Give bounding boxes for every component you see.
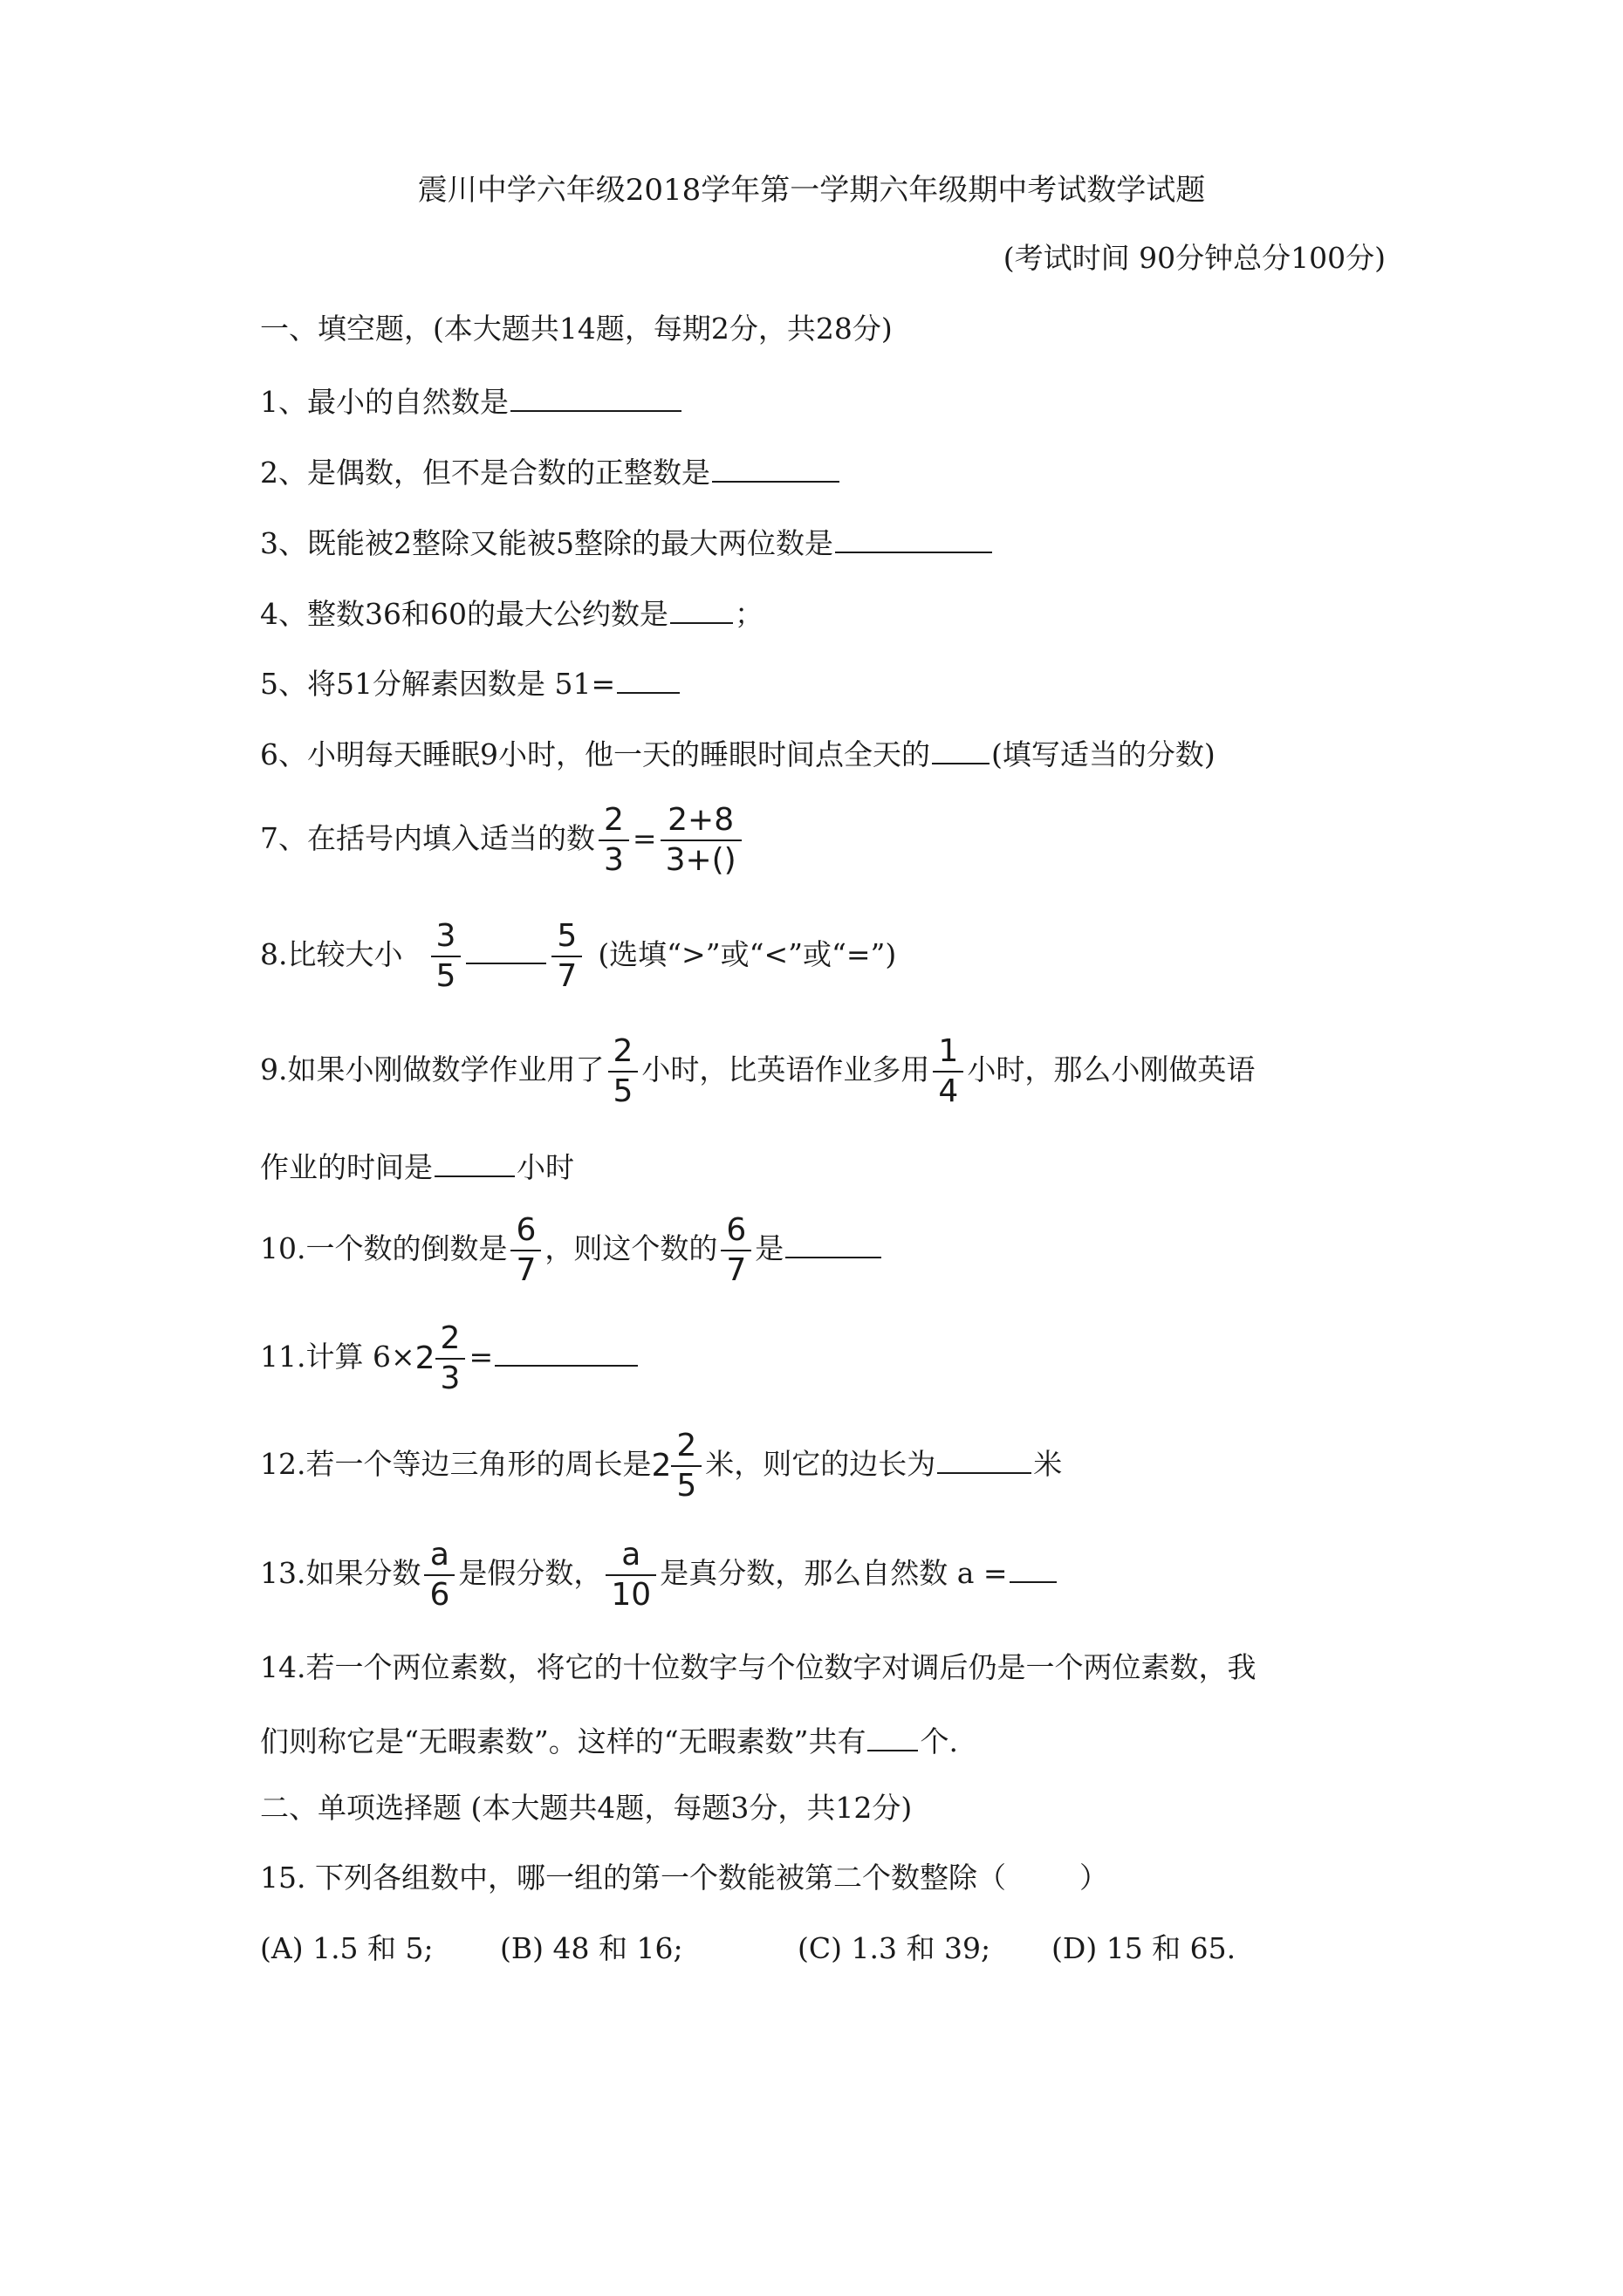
question-14-continued [260,1720,1394,1759]
fraction [510,1211,541,1290]
question-13-text-a: 13.如果分数 [260,1556,421,1590]
numerator: 6 [516,1212,537,1248]
answer-blank [932,733,990,764]
fraction [721,1211,751,1290]
question-6-tail: (填写适当的分数) [991,737,1216,771]
question-11-text-b: = [469,1340,494,1374]
fraction [608,1032,639,1111]
question-12-text-a: 12.若一个等边三角形的周长是 [260,1447,652,1481]
numerator: 5 [557,918,578,954]
numerator: a [621,1537,641,1573]
answer-blank [867,1720,918,1751]
question-15-tail: ） [1079,1861,1108,1895]
question-15-text: 15. 下列各组数中，哪一组的第一个数能被第二个数整除（ [260,1861,1006,1895]
question-1-text: 1、最小的自然数是 [260,385,509,419]
question-8-tail: (选填“>”或“<”或“=”) [598,937,897,971]
fraction [424,1536,455,1614]
question-10-text-b: ，则这个数的 [544,1231,718,1265]
question-5 [260,662,1394,702]
question-10-text-a: 10.一个数的倒数是 [260,1231,508,1265]
numerator: 1 [938,1033,959,1069]
denominator: 7 [726,1252,747,1288]
question-10-text-c: 是 [755,1231,784,1265]
question-14-line1: 14.若一个两位素数，将它的十位数字与个位数字对调后仍是一个两位素数，我 [260,1650,1257,1684]
numerator: 3 [435,918,456,954]
whole-number: 2 [414,1340,435,1376]
option-d: (D) 15 和 65. [1051,1931,1236,1965]
denominator: 3+() [665,842,736,878]
question-10 [260,1208,1394,1290]
question-1 [260,380,1394,420]
question-4-tail: ； [734,597,764,631]
answer-blank [785,1227,881,1258]
denominator: 7 [516,1252,537,1288]
denominator: 6 [429,1577,450,1613]
question-3 [260,522,1394,561]
denominator: 3 [604,842,624,878]
question-14-line2: 们则称它是“无暇素数”。这样的“无暇素数”共有 [260,1724,866,1758]
whole-number: 2 [651,1448,672,1484]
answer-blank [466,933,546,964]
question-11 [260,1316,1394,1400]
denominator: 5 [676,1468,697,1504]
question-9-text-a: 9.如果小刚做数学作业用了 [260,1052,605,1086]
question-9-continued [260,1146,1394,1185]
question-9-text-b: 小时，比英语作业多用 [641,1052,930,1086]
fraction [606,1536,656,1614]
denominator: 5 [435,958,456,994]
question-9 [260,1029,1394,1111]
numerator: a [429,1537,449,1573]
question-6 [260,733,1394,772]
question-9-text-c: 小时，那么小刚做英语 [967,1052,1256,1086]
question-14 [260,1650,1394,1685]
fraction [933,1032,963,1111]
fraction [551,917,582,996]
denominator: 4 [938,1073,959,1109]
answer-blank [670,593,733,624]
question-8-text: 8.比较大小 [260,937,403,971]
question-7 [260,798,1394,880]
answer-blank [510,380,681,412]
question-3-text: 3、既能被2整除又能被5整除的最大两位数是 [260,526,833,560]
question-13-text-c: 是真分数，那么自然数 a = [660,1556,1008,1590]
question-9-line2: 作业的时间是 [260,1150,433,1184]
question-2-text: 2、是偶数，但不是合数的正整数是 [260,456,710,490]
answer-blank [835,522,992,553]
numerator: 2 [440,1320,461,1356]
question-4 [260,593,1394,632]
exam-note: (考试时间 90分钟总分100分) [1003,241,1386,275]
option-a: (A) 1.5 和 5; [260,1931,434,1965]
answer-blank [937,1443,1031,1474]
question-7-text: 7、在括号内填入适当的数 [260,821,595,855]
numerator: 2 [604,802,624,838]
answer-blank [495,1335,638,1367]
question-12-text-b: 米，则它的边长为 [705,1447,936,1481]
question-6-text: 6、小明每天睡眠9小时，他一天的睡眼时间点全天的 [260,737,930,771]
question-15 [260,1861,1394,1895]
equals-sign: = [632,821,657,855]
answer-blank [1010,1552,1057,1583]
numerator: 6 [726,1212,747,1248]
question-5-text: 5、将51分解素因数是 51= [260,667,616,701]
fraction [435,1319,466,1398]
question-2 [260,451,1394,490]
question-4-text: 4、整数36和60的最大公约数是 [260,597,668,631]
question-14-line2-tail: 个. [920,1724,958,1758]
fraction [661,801,742,880]
option-c: (C) 1.3 和 39; [798,1931,991,1965]
question-13-text-b: 是假分数， [458,1556,603,1590]
fraction [671,1427,702,1505]
denominator: 5 [613,1073,633,1109]
question-11-text-a: 11.计算 6× [260,1340,415,1374]
answer-blank [712,451,839,483]
question-9-line2-tail: 小时 [517,1150,574,1184]
denominator: 3 [440,1360,461,1396]
answer-blank [435,1146,515,1177]
numerator: 2 [613,1033,633,1069]
exam-title: 震川中学六年级2018学年第一学期六年级期中考试数学试题 [417,173,1206,208]
fraction [431,917,462,996]
question-13 [260,1532,1394,1614]
question-12 [260,1423,1394,1507]
option-b: (B) 48 和 16; [500,1931,683,1965]
numerator: 2+8 [668,802,735,838]
section-1-heading: 一、填空题，(本大题共14题，每期2分，共28分) [260,312,893,346]
section-2-heading: 二、单项选择题 (本大题共4题，每题3分，共12分) [260,1791,913,1825]
numerator: 2 [676,1428,697,1463]
question-8 [260,914,1394,996]
answer-blank [617,662,680,694]
denominator: 10 [611,1577,652,1613]
fraction [599,801,629,880]
question-12-text-c: 米 [1033,1447,1063,1481]
denominator: 7 [557,958,578,994]
